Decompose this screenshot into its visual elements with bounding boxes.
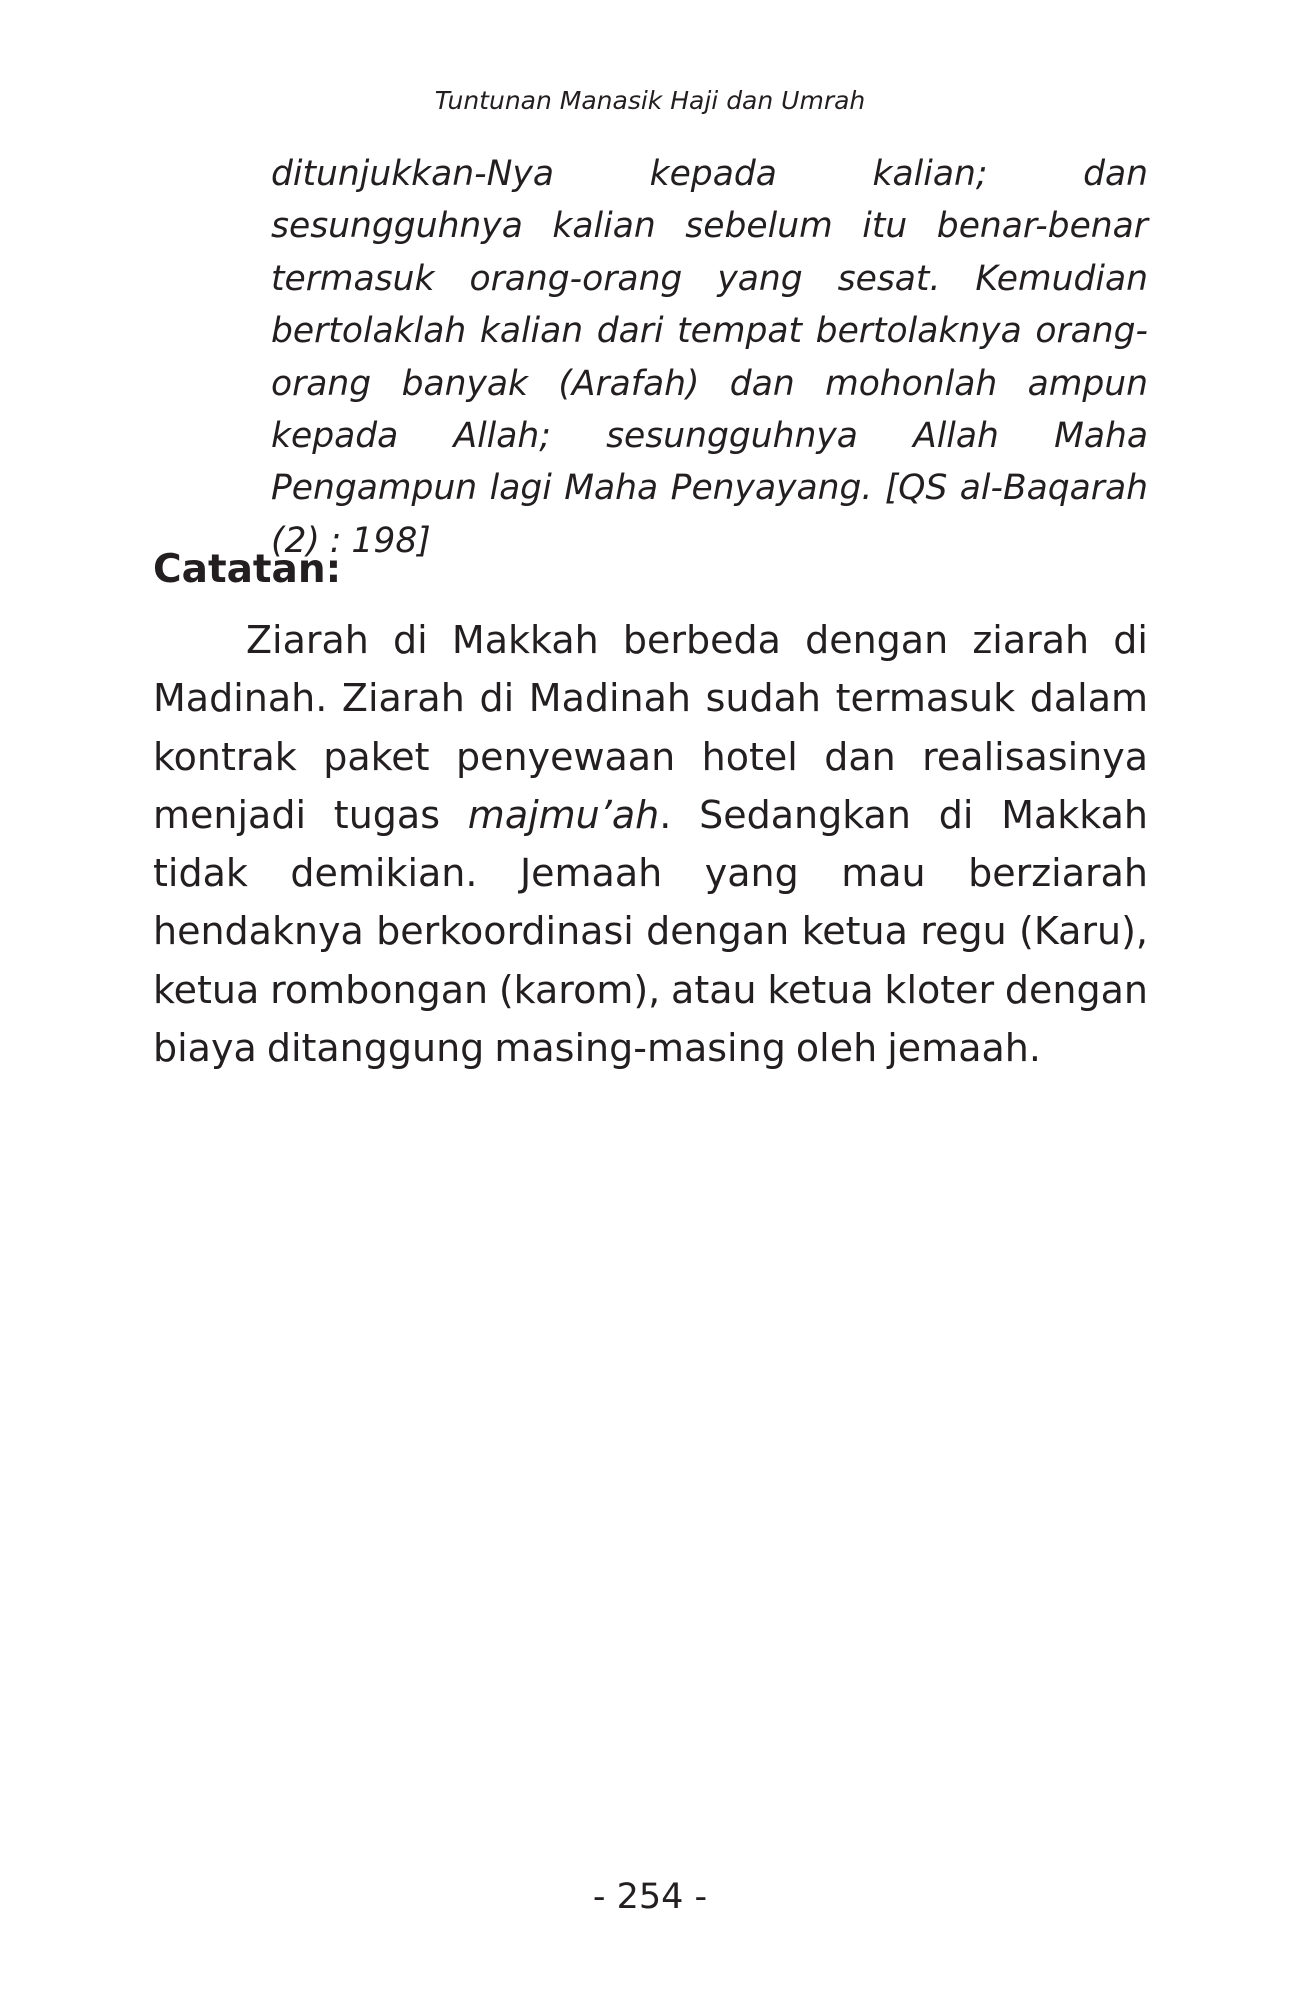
note-paragraph [153, 611, 1148, 1077]
note-paragraph-part1: Ziarah di Makkah berbeda dengan ziarah di Madinah. Ziarah di Madinah sudah termasuk dalam kontrak paket penyewaan hotel dan realisasinya menjadi tugas [153, 618, 1148, 837]
section-heading: Catatan: [153, 547, 342, 592]
note-paragraph-part2: . Sedangkan di Makkah tidak demikian. Jemaah yang mau berziarah hendaknya berkoordinasi dengan ketua regu (Karu), ketua rombongan (karom), atau ketua kloter dengan biaya ditanggung masing-masing oleh jemaah. [153, 792, 1148, 1071]
running-header: Tuntunan Manasik Haji dan Umrah [434, 86, 866, 115]
quran-quote: ditunjukkan-Nya kepada kalian; dan sesungguhnya kalian sebelum itu benar-benar termasuk orang-orang yang sesat. Kemudian bertolaklah kalian dari tempat bertolaknya orang-orang banyak (Arafah) dan mohonlah ampun kepada Allah; sesungguhnya Allah Maha Pengampun lagi Maha Penyayang. [QS al-Baqarah (2) : 198] [271, 154, 1148, 561]
page-number: - 254 - [592, 1877, 708, 1917]
note-paragraph-term: majmu’ah [467, 792, 660, 837]
